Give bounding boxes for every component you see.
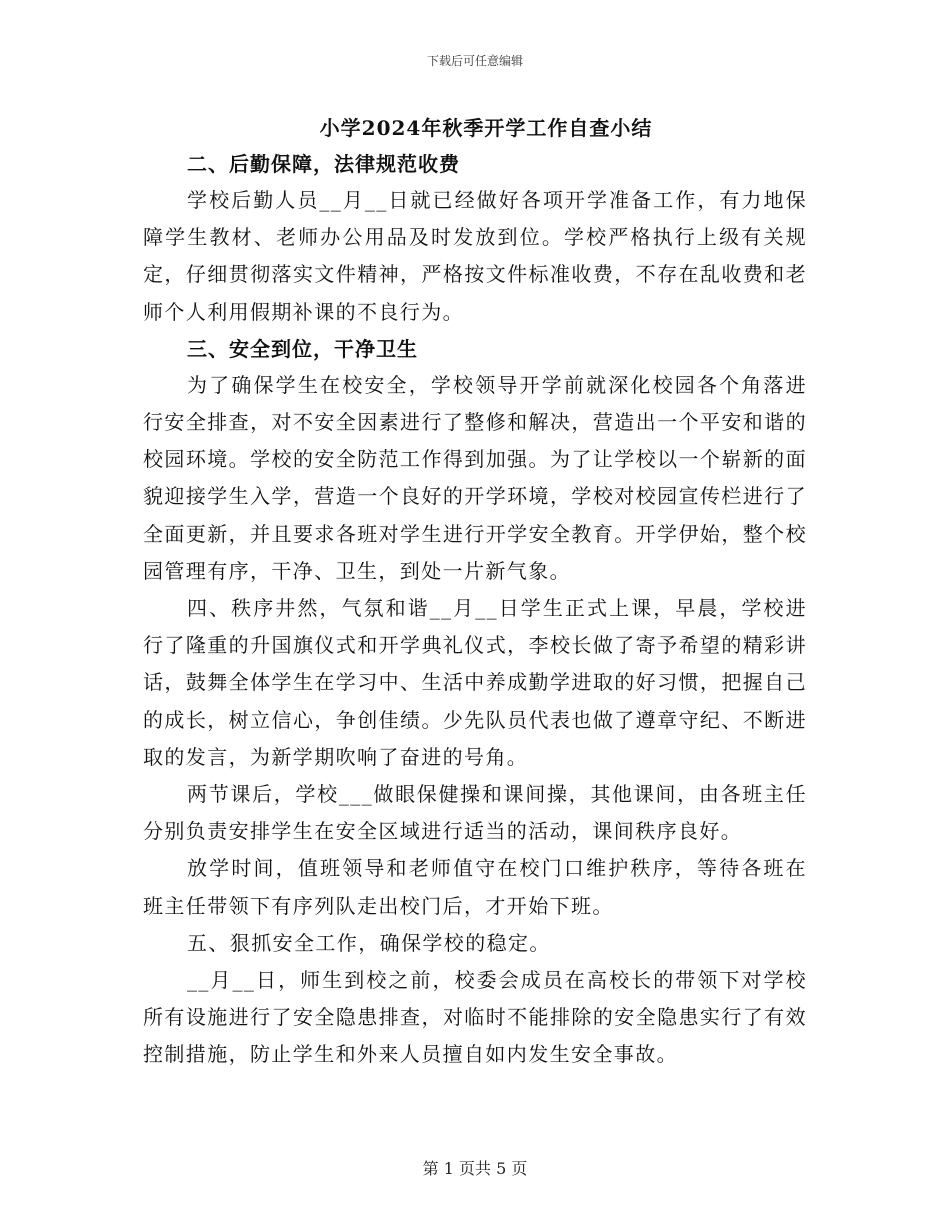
header-note: 下载后可任意编辑 — [426, 54, 523, 68]
paragraph-section-five: 五、狠抓安全工作，确保学校的稳定。 — [187, 930, 551, 955]
document-body — [143, 110, 807, 1074]
paragraph-dismissal: 放学时间，值班领导和老师值守在校门口维护秩序，等待各班在班主任带领下有序列队走出校门后，才开始下班。 — [143, 856, 807, 918]
paragraph-safety: 为了确保学生在校安全，学校领导开学前就深化校园各个角落进行安全排查，对不安全因素进行了整修和解决，营造出一个平安和谐的校园环境。学校的安全防范工作得到加强。为了让学校以一个崭新的面貌迎接学生入学，营造一个良好的开学环境，学校对校园宣传栏进行了全面更新，并且要求各班对学生进行开学安全教育。开学伊始，整个校园管理有序，干净、卫生，到处一片新气象。 — [143, 372, 807, 583]
page-number: 第 1 页共 5 页 — [422, 1159, 528, 1178]
document-title: 小学2024年秋季开学工作自查小结 — [319, 116, 653, 140]
paragraph-logistics: 学校后勤人员__月__日就已经做好各项开学准备工作，有力地保障学生教材、老师办公用品及时发放到位。学校严格执行上级有关规定，仔细贯彻落实文件精神，严格按文件标准收费，不存在乱收费和老师个人利用假期补课的不良行为。 — [143, 188, 807, 324]
paragraph-order: 四、秩序井然，气氛和谐__月__日学生正式上课，早晨，学校进行了隆重的升国旗仪式和开学典礼仪式，李校长做了寄予希望的精彩讲话，鼓舞全体学生在学习中、生活中养成勤学进取的好习惯，把握自己的成长，树立信心，争创佳绩。少先队员代表也做了遵章守纪、不断进取的发言，为新学期吹响了奋进的号角。 — [143, 596, 807, 769]
paragraph-inspection: __月__日，师生到校之前，校委会成员在高校长的带领下对学校所有设施进行了安全隐患排查，对临时不能排除的安全隐患实行了有效控制措施，防止学生和外来人员擅自如内发生安全事故。 — [143, 968, 807, 1067]
section-heading-safety: 三、安全到位，干净卫生 — [187, 336, 418, 361]
section-heading-logistics: 二、后勤保障，法律规范收费 — [187, 152, 460, 176]
paragraph-breaks: 两节课后，学校___做眼保健操和课间操，其他课间，由各班主任分别负责安排学生在安全区域进行适当的活动，课间秩序良好。 — [143, 782, 807, 844]
